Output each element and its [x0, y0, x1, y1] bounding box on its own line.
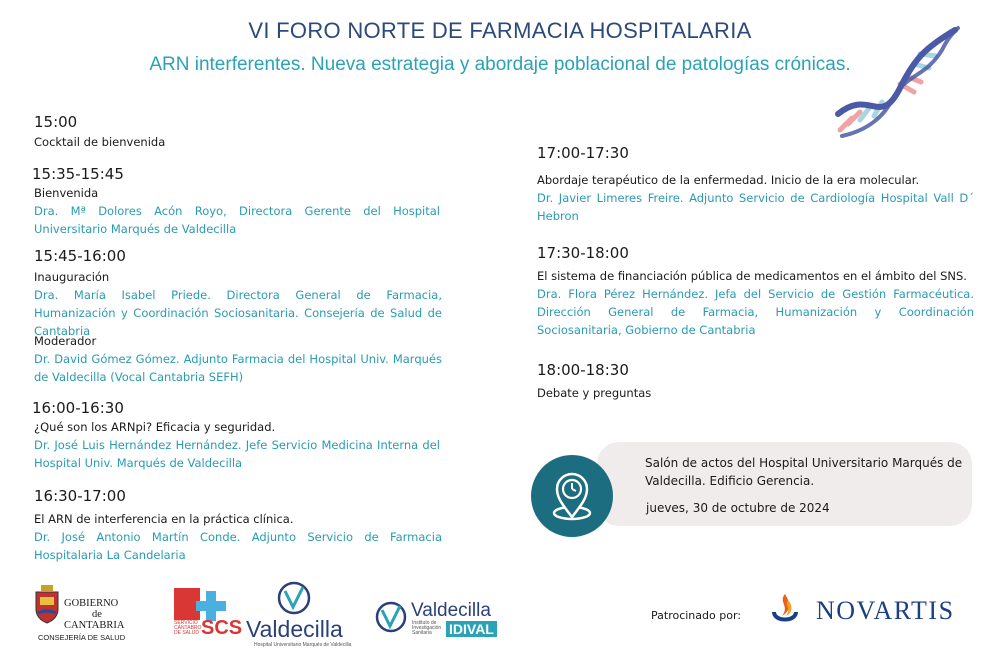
idival-small2: Investigación — [412, 625, 442, 631]
slot-speaker: Dra. Flora Pérez Hernández. Jefa del Servicio de Gestión Farmacéutica. Dirección General de Farmacia, Humanización y Coordinación Sociosanitaria, Gobierno de Cantabria — [537, 287, 974, 337]
page-title: VI FORO NORTE DE FARMACIA HOSPITALARIA — [248, 18, 752, 43]
gobierno-line1: GOBIERNO — [64, 598, 119, 609]
slot-event: Moderador — [34, 334, 97, 348]
program-moderator — [34, 332, 442, 386]
slot-speaker: Dr. José Luis Hernández Hernández. Jefe Servicio Medicina Interna del Hospital Univ. Marqués de Valdecilla — [34, 438, 440, 470]
program-slot-1535 — [32, 164, 440, 238]
slot-event: Debate y preguntas — [537, 386, 652, 400]
page-subtitle: ARN interferentes. Nueva estrategia y abordaje poblacional de patologías crónicas. — [149, 54, 851, 75]
scs-label: SCS — [201, 617, 243, 639]
venue-icon-circle — [531, 455, 613, 537]
scs-logo — [174, 588, 243, 639]
slot-event: Abordaje terapéutico de la enfermedad. Inicio de la era molecular. — [537, 173, 920, 187]
novartis-flame-icon — [768, 592, 802, 630]
idival-tag: IDIVAL — [446, 621, 497, 637]
slot-event: Bienvenida — [34, 186, 99, 200]
slot-time: 17:00-17:30 — [537, 144, 629, 162]
scs-small3: DE SALUD — [174, 630, 200, 636]
slot-time: 16:00-16:30 — [32, 399, 124, 417]
program-slot-1630 — [34, 486, 442, 564]
dna-helix-icon — [830, 18, 965, 148]
novartis-logo — [768, 592, 978, 632]
idival-main: Valdecilla — [411, 600, 491, 621]
slot-event: Inauguración — [34, 270, 110, 284]
slot-time: 16:30-17:00 — [34, 487, 126, 505]
venue-place: Salón de actos del Hospital Universitario Marqués de Valdecilla. Edificio Gerencia. — [645, 456, 963, 488]
slot-event: Cocktail de bienvenida — [34, 135, 166, 149]
gobierno-line3: CANTABRIA — [64, 620, 125, 631]
coat-of-arms-icon — [34, 585, 60, 625]
slot-event: El sistema de financiación pública de medicamentos en el ámbito del SNS. — [537, 269, 967, 283]
valdecilla-sub: Hospital Universitario Marqués de Valdecilla — [254, 642, 352, 648]
program-slot-1800 — [537, 360, 974, 402]
slot-time: 15:45-16:00 — [34, 247, 126, 265]
valdecilla-v-icon — [276, 580, 312, 616]
idival-logo — [374, 600, 514, 640]
gobierno-sub: CONSEJERÍA DE SALUD — [38, 633, 126, 642]
slot-event: ¿Qué son los ARNpi? Eficacia y seguridad. — [34, 420, 276, 434]
program-slot-1545 — [34, 246, 442, 340]
slot-time: 15:35-15:45 — [32, 165, 124, 183]
slot-speaker: Dr. José Antonio Martín Conde. Adjunto Servicio de Farmacia Hospitalaria La Candelaria — [34, 530, 442, 562]
slot-speaker: Dr. Javier Limeres Freire. Adjunto Servicio de Cardiología Hospital Vall D´ Hebron — [537, 191, 974, 223]
idival-small3: Sanitaria — [412, 630, 432, 636]
program-slot-1700 — [537, 143, 974, 225]
slot-speaker: Dr. David Gómez Gómez. Adjunto Farmacia del Hospital Univ. Marqués de Valdecilla (Vocal Cantabria SEFH) — [34, 352, 442, 384]
gobierno-line2: de — [92, 609, 102, 620]
idival-small1: Instituto de — [412, 620, 437, 626]
program-slot-1600 — [32, 398, 440, 472]
venue-date: jueves, 30 de octubre de 2024 — [646, 501, 830, 515]
scs-small1: SERVICIO — [174, 620, 198, 626]
program-slot-1730 — [537, 243, 974, 339]
program-slot-1500 — [34, 112, 442, 151]
novartis-label: NOVARTIS — [816, 596, 955, 625]
location-clock-icon — [531, 455, 613, 537]
scs-small2: CÁNTABRO — [174, 625, 202, 631]
slot-time: 18:00-18:30 — [537, 361, 629, 379]
slot-event: El ARN de interferencia en la práctica clínica. — [34, 512, 294, 526]
slot-time: 15:00 — [34, 113, 78, 131]
slot-speaker: Dra. María Isabel Priede. Directora General de Farmacia, Humanización y Coordinación Sociosanitaria. Consejería de Salud de Cantabria — [34, 288, 442, 338]
valdecilla-label: Valdecilla — [246, 616, 343, 642]
valdecilla-logo — [246, 580, 352, 648]
slot-time: 17:30-18:00 — [537, 244, 629, 262]
slot-speaker: Dra. Mª Dolores Acón Royo, Directora Gerente del Hospital Universitario Marqués de Valdecilla — [34, 204, 440, 236]
idival-v-icon — [374, 600, 408, 634]
sponsor-label: Patrocinado por: — [651, 609, 741, 622]
